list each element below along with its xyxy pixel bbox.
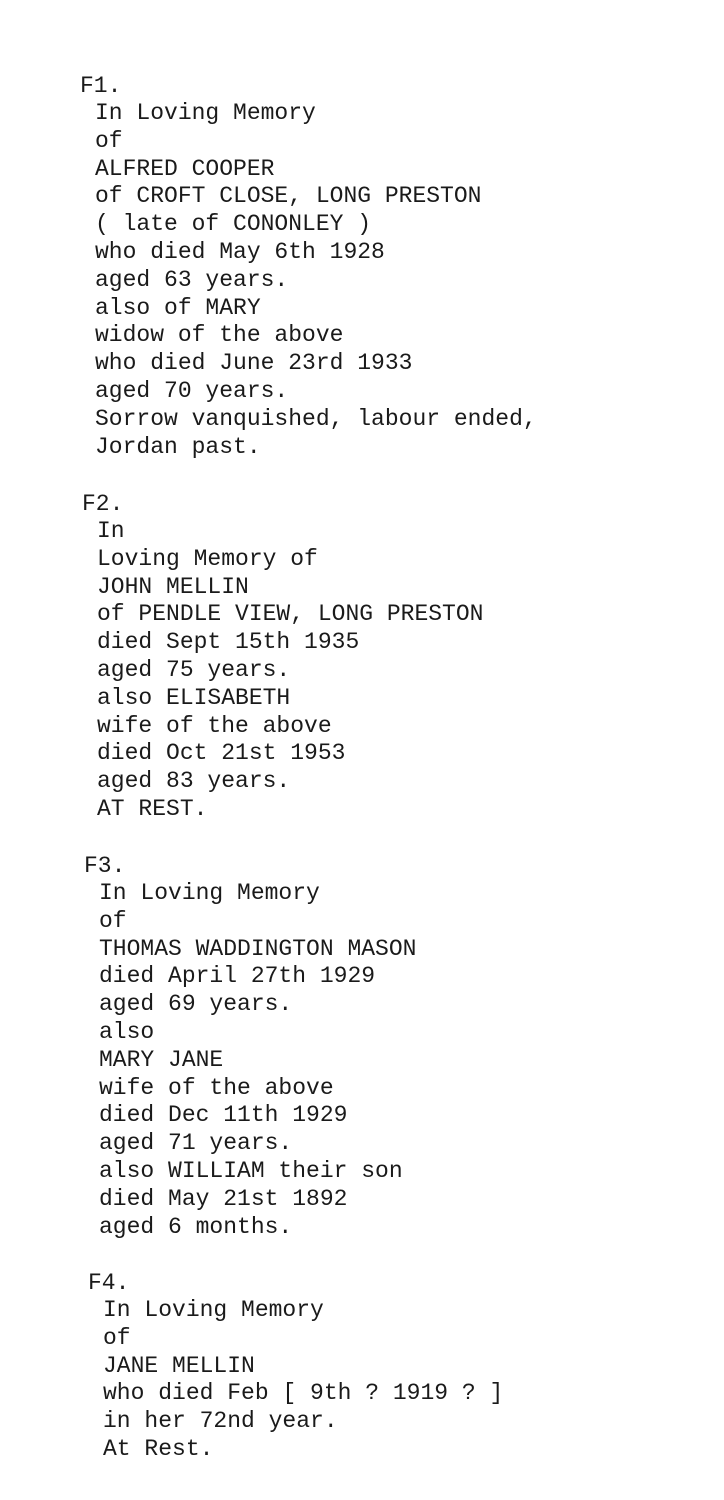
inscription-line: Sorrow vanquished, labour ended, [95,405,537,432]
entry-f1 [80,72,537,461]
inscription-line: widow of the above [95,322,344,349]
inscription-line: of [99,907,127,934]
inscription-line: died Sept 15th 1935 [97,629,360,656]
inscription-line: in her 72nd year. [103,1408,338,1435]
inscription-line: JOHN MELLIN [97,573,249,600]
entry-id: F3. [84,853,126,879]
inscription-line: died Oct 21st 1953 [97,740,346,767]
inscription-line: AT REST. [97,795,208,822]
inscription-line: who died June 23rd 1933 [95,350,413,377]
inscription-line: who died Feb [ 9th ? 1919 ? ] [103,1380,504,1407]
inscription-line: wife of the above [99,1074,334,1101]
entry-id: F1. [80,73,122,99]
inscription-line: also ELISABETH [97,684,291,711]
inscription-line: of PENDLE VIEW, LONG PRESTON [97,601,484,628]
inscription-line: aged 75 years. [97,656,291,683]
inscription-line: In Loving Memory [99,880,320,906]
inscription-line: ( late of CONONLEY ) [95,211,372,238]
inscription-line: aged 6 months. [99,1213,293,1240]
inscription-line: In [97,518,125,544]
entry-id: F4. [88,1270,130,1296]
inscription-line: ALFRED COOPER [95,155,275,182]
inscription-line: Loving Memory of [97,545,318,572]
inscription-line: wife of the above [97,712,332,739]
inscription-line: of [95,127,123,154]
inscription-line: JANE MELLIN [103,1352,255,1379]
inscription-line: MARY JANE [99,1046,224,1073]
inscription-line: aged 70 years. [95,377,289,404]
inscription-line: aged 83 years. [97,768,291,795]
inscription-line: also [99,1018,155,1045]
inscription-line: aged 63 years. [95,266,289,293]
entry-id: F2. [82,491,124,517]
inscription-line: died May 21st 1892 [99,1185,348,1212]
inscription-line: At Rest. [103,1435,214,1462]
inscription-line: In Loving Memory [95,100,316,126]
inscription-line: of [103,1324,131,1351]
inscription-line: died April 27th 1929 [99,963,376,990]
inscription-line: also of MARY [95,294,261,321]
inscription-line: Jordan past. [95,433,261,460]
inscription-line: of CROFT CLOSE, LONG PRESTON [95,183,482,210]
inscription-line: aged 71 years. [99,1130,293,1157]
entry-f4 [88,1269,503,1464]
inscription-line: who died May 6th 1928 [95,238,385,265]
entry-f2 [82,490,483,824]
inscription-line: aged 69 years. [99,991,293,1018]
inscription-line: died Dec 11th 1929 [99,1102,348,1129]
inscription-line: THOMAS WADDINGTON MASON [99,935,417,962]
entry-f3 [84,852,416,1241]
inscription-line: In Loving Memory [103,1297,324,1323]
inscription-line: also WILLIAM their son [99,1157,403,1184]
